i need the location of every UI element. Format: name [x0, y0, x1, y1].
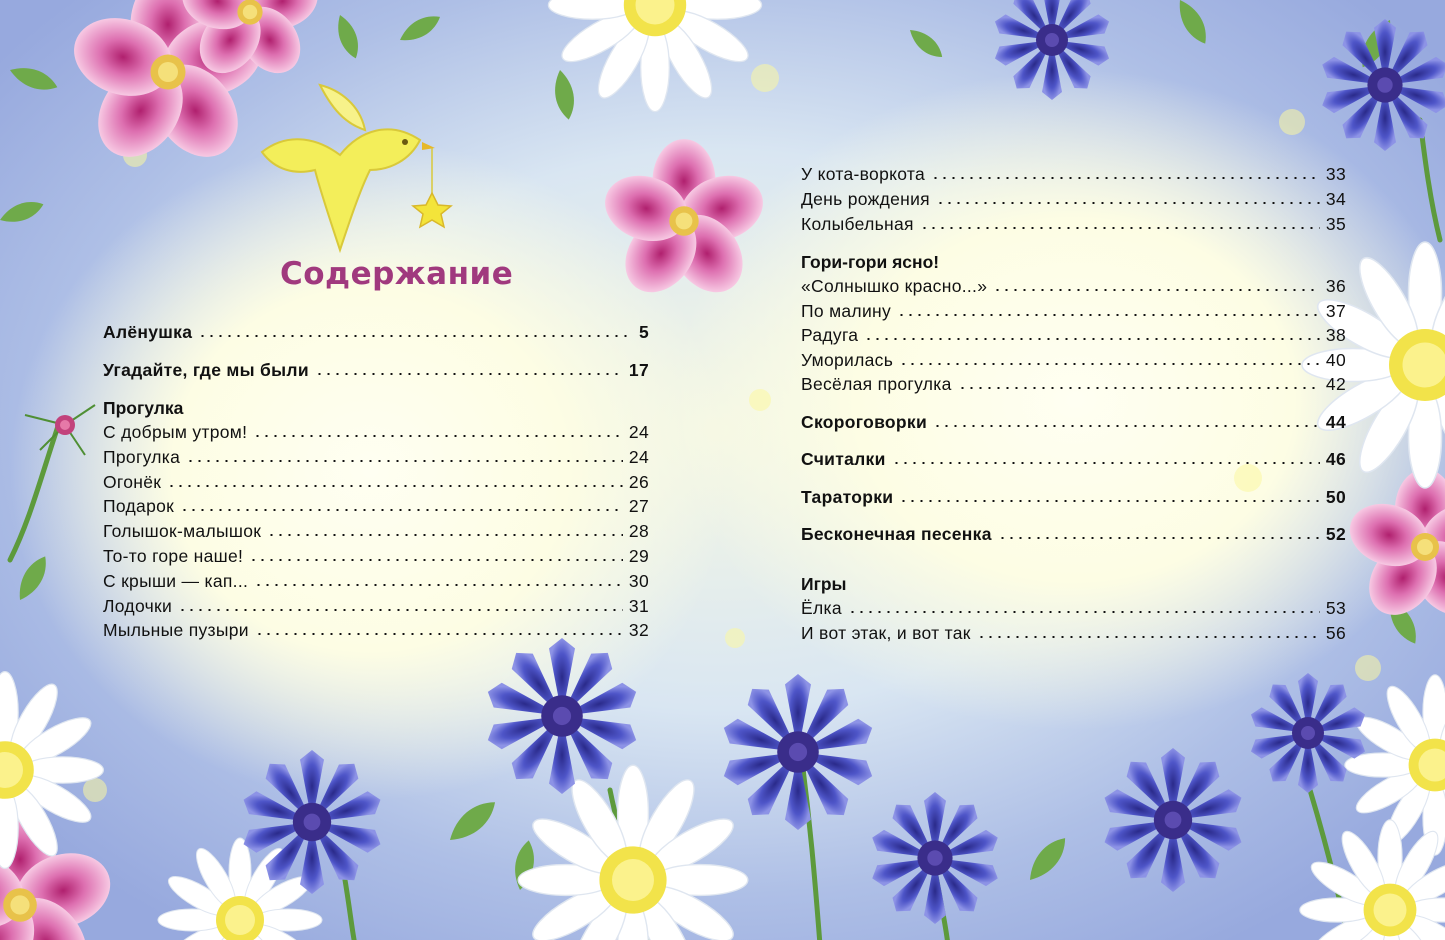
toc-entry[interactable]	[103, 520, 649, 542]
section-heading: Игры	[801, 574, 847, 594]
toc-entry-title: Уморилась	[801, 349, 894, 370]
toc-entry-title: Бесконечная песенка	[801, 524, 992, 545]
toc-entry-title: Весёлая прогулка	[801, 374, 952, 395]
toc-entry-page: 32	[628, 620, 649, 641]
toc-entry[interactable]	[103, 421, 649, 443]
toc-entry[interactable]	[801, 448, 1346, 470]
toc-entry[interactable]	[103, 471, 649, 493]
toc-entry-title: Лодочки	[103, 595, 173, 616]
dot-leader	[864, 337, 1320, 341]
toc-entry[interactable]	[103, 359, 649, 381]
right-page-toc	[801, 0, 1346, 940]
toc-entry-page: 35	[1325, 214, 1346, 234]
toc-entry-page: 29	[628, 546, 649, 566]
dot-leader	[254, 583, 623, 587]
toc-entry-page: 17	[628, 360, 649, 380]
dot-leader	[255, 632, 623, 636]
dot-leader	[892, 461, 1320, 465]
dot-leader	[933, 424, 1320, 428]
page-title: Содержание	[280, 256, 514, 292]
toc-entry[interactable]	[103, 545, 649, 567]
toc-entry-title: Колыбельная	[801, 214, 914, 234]
toc-entry-page: 33	[1325, 164, 1346, 184]
toc-entry-page: 44	[1325, 412, 1346, 432]
toc-entry-title: Тараторки	[801, 486, 894, 507]
toc-entry-page: 26	[628, 471, 649, 492]
toc-entry-title: Угадайте, где мы были	[103, 360, 309, 380]
dot-leader	[253, 434, 623, 438]
toc-entry[interactable]	[103, 570, 649, 592]
dot-leader	[180, 508, 623, 512]
dot-leader	[993, 288, 1320, 292]
dot-leader	[998, 536, 1320, 540]
dot-leader	[198, 334, 633, 338]
toc-entry-title: Радуга	[801, 325, 859, 346]
toc-entry-title: Считалки	[801, 449, 886, 470]
toc-entry-title: Огонёк	[103, 471, 162, 492]
toc-entry[interactable]	[801, 411, 1346, 433]
dot-leader	[897, 313, 1320, 317]
toc-entry-page: 40	[1325, 349, 1346, 370]
toc-entry-title: С добрым утром!	[103, 422, 248, 442]
toc-entry-page: 38	[1325, 325, 1346, 346]
dot-leader	[249, 558, 623, 562]
toc-entry[interactable]	[801, 163, 1346, 185]
toc-entry-page: 24	[628, 446, 649, 467]
toc-entry-title: Скороговорки	[801, 412, 928, 432]
toc-entry-page: 46	[1325, 449, 1346, 470]
toc-entry-page: 30	[628, 570, 649, 591]
toc-entry-title: По малину	[801, 300, 892, 321]
toc-entry-title: И вот этак, и вот так	[801, 623, 971, 643]
toc-entry[interactable]	[103, 321, 649, 343]
toc-entry-title: Голышок-малышок	[103, 521, 262, 542]
toc-entry-page: 50	[1325, 486, 1346, 507]
dot-leader	[178, 608, 623, 612]
toc-entry-page: 31	[628, 595, 649, 616]
toc-entry[interactable]	[801, 324, 1346, 346]
toc-entry[interactable]	[801, 622, 1346, 644]
toc-entry[interactable]	[801, 275, 1346, 297]
toc-entry-title: У кота-воркота	[801, 164, 926, 184]
toc-entry[interactable]	[801, 486, 1346, 508]
toc-entry-title: Прогулка	[103, 446, 181, 467]
toc-entry-page: 52	[1325, 524, 1346, 545]
toc-entry[interactable]	[103, 619, 649, 641]
dot-leader	[267, 533, 623, 537]
toc-entry[interactable]	[103, 595, 649, 617]
toc-entry[interactable]	[103, 495, 649, 517]
toc-entry-title: Алёнушка	[103, 322, 193, 342]
section-heading: Прогулка	[103, 398, 184, 418]
left-page-toc	[103, 0, 649, 940]
dot-leader	[167, 484, 623, 488]
toc-entry-page: 27	[628, 496, 649, 517]
toc-entry[interactable]	[801, 213, 1346, 235]
dot-leader	[977, 635, 1320, 639]
toc-entry-page: 34	[1325, 189, 1346, 209]
section-heading: Гори-гори ясно!	[801, 252, 940, 272]
toc-entry[interactable]	[103, 446, 649, 468]
toc-entry-title: Ёлка	[801, 598, 842, 618]
toc-entry[interactable]	[801, 349, 1346, 371]
toc-entry[interactable]	[801, 300, 1346, 322]
dot-leader	[931, 176, 1320, 180]
dot-leader	[920, 226, 1320, 230]
dot-leader	[958, 386, 1320, 390]
toc-entry-page: 28	[628, 521, 649, 542]
dot-leader	[899, 362, 1320, 366]
toc-entry-title: День рождения	[801, 189, 930, 209]
toc-entry-page: 24	[628, 422, 649, 442]
dot-leader	[186, 459, 623, 463]
toc-entry[interactable]	[801, 373, 1346, 395]
toc-entry-page: 5	[638, 322, 649, 342]
toc-entry-page: 53	[1325, 598, 1346, 618]
toc-entry-title: То-то горе наше!	[103, 546, 244, 566]
toc-entry-title: Подарок	[103, 496, 175, 517]
toc-entry[interactable]	[801, 188, 1346, 210]
toc-entry[interactable]	[801, 523, 1346, 545]
toc-entry-page: 56	[1325, 623, 1346, 643]
toc-entry-page: 36	[1325, 276, 1346, 296]
dot-leader	[899, 499, 1320, 503]
toc-entry-page: 42	[1325, 374, 1346, 395]
toc-entry-title: «Солнышко красно...»	[801, 276, 988, 296]
dot-leader	[848, 610, 1320, 614]
toc-entry-title: С крыши — кап...	[103, 570, 249, 591]
toc-entry[interactable]	[801, 597, 1346, 619]
toc-entry-page: 37	[1325, 300, 1346, 321]
toc-entry-title: Мыльные пузыри	[103, 620, 249, 641]
dot-leader	[315, 372, 623, 376]
dot-leader	[936, 201, 1320, 205]
